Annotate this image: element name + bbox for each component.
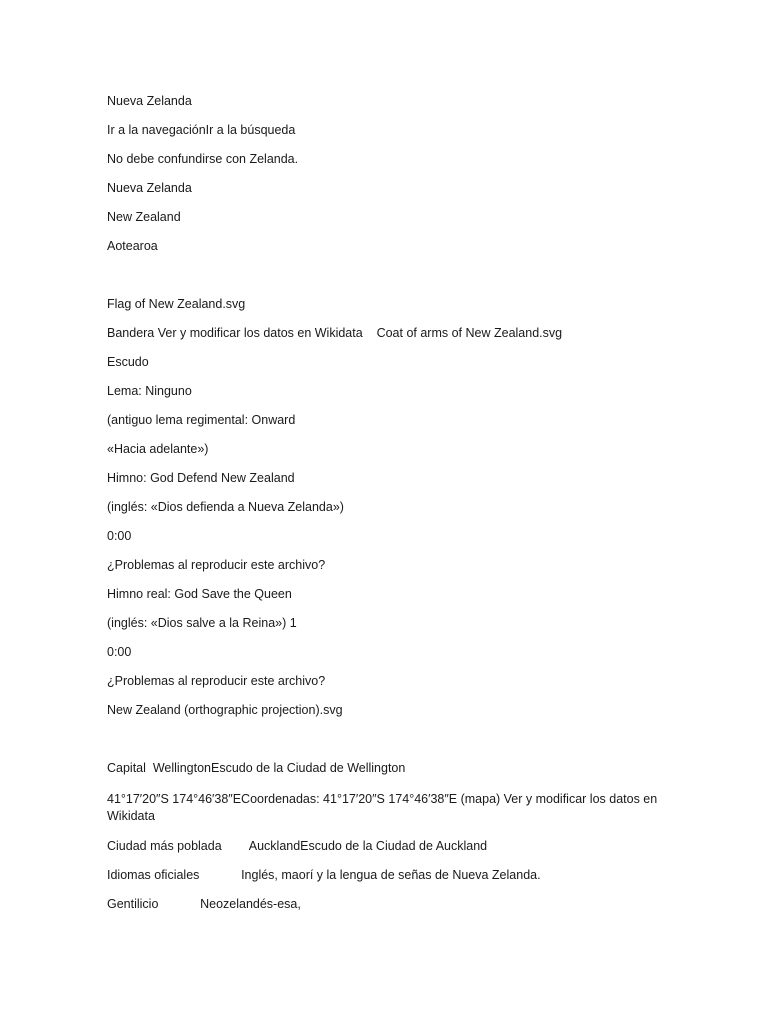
document-title: Nueva Zelanda bbox=[107, 94, 192, 108]
name-spanish: Nueva Zelanda bbox=[107, 181, 192, 195]
coordinates-line: 41°17′20″S 174°46′38″ECoordenadas: 41°17′20″S 174°46′38″E (mapa) Ver y modificar los datos en Wikidata bbox=[107, 792, 658, 823]
capital-line: Capital WellingtonEscudo de la Ciudad de Wellington bbox=[107, 761, 406, 775]
navigation-links-text: Ir a la navegaciónIr a la búsqueda bbox=[107, 123, 296, 137]
disambiguation-note: No debe confundirse con Zelanda. bbox=[107, 152, 299, 166]
coat-of-arms-caption: Escudo bbox=[107, 355, 149, 369]
audio-problem-note-1: ¿Problemas al reproducir este archivo? bbox=[107, 558, 326, 572]
audio-time-1: 0:00 bbox=[107, 529, 132, 543]
motto-line: Lema: Ninguno bbox=[107, 384, 192, 398]
flag-file-name: Flag of New Zealand.svg bbox=[107, 297, 246, 311]
royal-anthem-translation: (inglés: «Dios salve a la Reina») 1 bbox=[107, 616, 297, 630]
audio-problem-note-2: ¿Problemas al reproducir este archivo? bbox=[107, 674, 326, 688]
flag-caption-line: Bandera Ver y modificar los datos en Wikidata Coat of arms of New Zealand.svg bbox=[107, 326, 563, 340]
map-file-name: New Zealand (orthographic projection).svg bbox=[107, 703, 343, 717]
largest-city-line: Ciudad más poblada AucklandEscudo de la Ciudad de Auckland bbox=[107, 839, 488, 853]
anthem-translation: (inglés: «Dios defienda a Nueva Zelanda») bbox=[107, 500, 344, 514]
anthem-line: Himno: God Defend New Zealand bbox=[107, 471, 295, 485]
name-maori: Aotearoa bbox=[107, 239, 158, 253]
former-motto-translation: «Hacia adelante») bbox=[107, 442, 209, 456]
name-english: New Zealand bbox=[107, 210, 181, 224]
demonym-line: Gentilicio Neozelandés-esa, bbox=[107, 897, 301, 911]
former-motto-line: (antiguo lema regimental: Onward bbox=[107, 413, 296, 427]
royal-anthem-line: Himno real: God Save the Queen bbox=[107, 587, 292, 601]
audio-time-2: 0:00 bbox=[107, 645, 132, 659]
official-languages-line: Idiomas oficiales Inglés, maorí y la lengua de señas de Nueva Zelanda. bbox=[107, 868, 541, 882]
